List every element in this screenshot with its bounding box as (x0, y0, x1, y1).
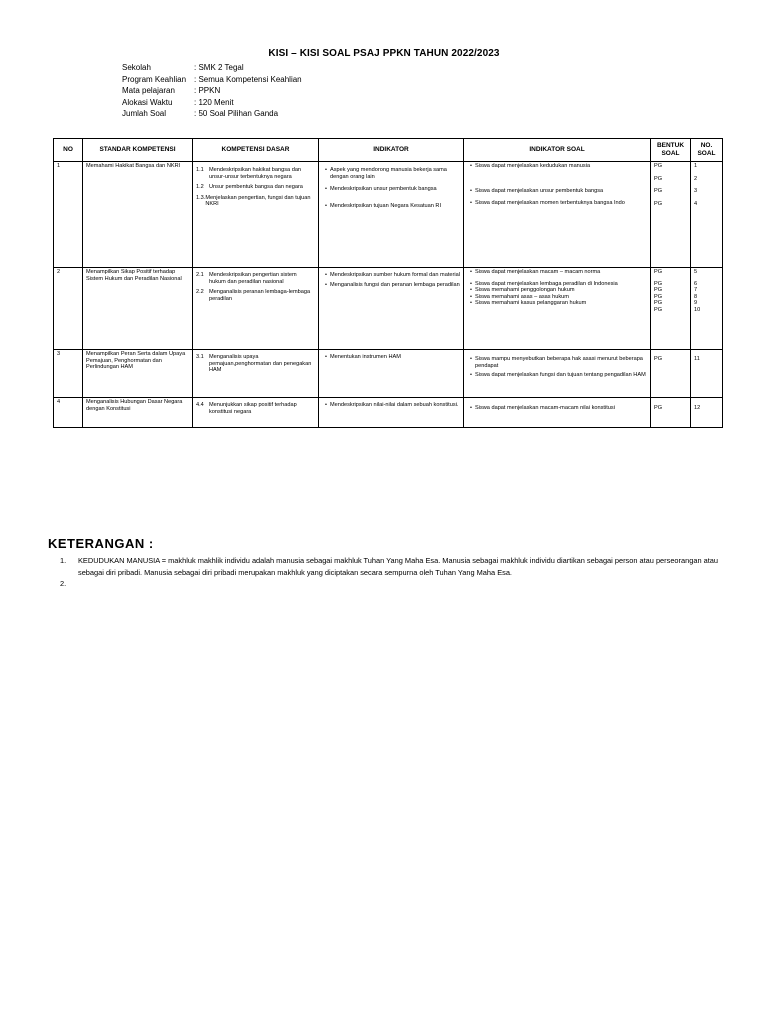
indikator-soal-item: • Siswa dapat menjelaskan kedudukan manusia (470, 163, 591, 169)
indikator-item: • Menentukan instrumen HAM (325, 354, 401, 360)
document-title: KISI – KISI SOAL PSAJ PPKN TAHUN 2022/2023 (268, 48, 500, 59)
indikator-soal-item: • Siswa dapat menjelaskan lembaga peradilan di Indonesia (470, 280, 618, 287)
nomor-soal: 4 (694, 200, 698, 207)
table-row (54, 162, 723, 268)
indikator-soal-item: • Siswa memahami kasus pelanggaran hukum (470, 300, 587, 307)
info-value: : 50 Soal Pilihan Ganda (194, 109, 279, 118)
info-key: Sekolah (122, 63, 151, 72)
indikator-soal-item: • Siswa dapat menjelaskan macam – macam norma (470, 269, 601, 275)
nomor-soal: 1 (694, 163, 698, 169)
list-text: KEDUDUKAN MANUSIA = makhluk makhlik individu adalah manusia sebagai makhluk Tuhan Yang Maha Esa. Manusia sebagai makhluk individu diartikan sebagai person atau perseorangan atau sebagai diri pribadi. Manusia sebagai diri pribadi merupakan makhluk yang diciptakan secara sempurna oleh Tuhan Yang Maha Esa. (78, 556, 718, 577)
nomor-soal: 3 (694, 188, 698, 195)
kisi-kisi-table (53, 138, 723, 428)
header-standar-kompetensi: STANDAR KOMPETENSI (83, 139, 193, 162)
nomor-soal: 11 (694, 356, 700, 362)
indikator-item: • Menganalisis fungsi dan peranan lembaga peradilan (325, 281, 460, 288)
nomor-soal: 9 (694, 300, 698, 307)
row-no: 3 (57, 351, 61, 357)
nomor-soal: 12 (694, 405, 701, 411)
kd-item: 3.1 Menganalisis upaya pemajuan,penghormatan dan penegakan HAM (196, 354, 312, 374)
indikator-soal-item: • Siswa memahami penggolongan hukum (470, 287, 575, 294)
header-indikator: INDIKATOR (319, 139, 464, 162)
bentuk-soal: PG (654, 188, 663, 195)
info-key: Alokasi Waktu (122, 97, 173, 107)
list-item (60, 578, 720, 590)
info-value: : PPKN (194, 86, 221, 95)
table-row (54, 350, 723, 398)
bentuk-soal: PG (654, 269, 663, 275)
row-no: 2 (57, 269, 61, 275)
info-key: Mata pelajaran (122, 86, 175, 95)
info-value: : 120 Menit (194, 97, 234, 107)
bentuk-soal: PG (654, 287, 663, 294)
list-text (78, 578, 720, 590)
header-no: NO (54, 139, 83, 162)
indikator-item: • Aspek yang mendorong manusia bekerja sama dengan orang lain (325, 167, 447, 180)
table-row (54, 268, 723, 350)
row-no: 1 (57, 163, 61, 169)
info-key: Program Keahlian (122, 74, 187, 84)
table-header-row (54, 139, 723, 162)
kd-item: 2.1 Mendeskripsikan pengertian sistem hukum dan peradilan nasional (196, 272, 297, 285)
bentuk-soal: PG (654, 163, 663, 169)
info-row (122, 85, 302, 97)
row-no: 4 (57, 399, 61, 405)
header-indikator-soal: INDIKATOR SOAL (464, 139, 651, 162)
kd-item: 1.1 Mendeskripsikan hakikat bangsa dan unsur-unsur terbentuknya negara (196, 167, 302, 180)
nomor-soal: 6 (694, 280, 698, 287)
bentuk-soal: PG (654, 280, 663, 287)
standar-kompetensi: Menampilkan Sikap Positif terhadap Sistem Hukum dan Peradilan Nasional (86, 269, 182, 282)
info-key: Jumlah Soal (122, 109, 167, 118)
standar-kompetensi: Menampilkan Peran Serta dalam Upaya Pemajuan, Penghormatan dan Perlindungan HAM (86, 351, 186, 371)
indikator-item: • Mendeskripsikan nilai-nilai dalam sebuah konstitusi. (325, 402, 459, 408)
kd-item: 1.2 Unsur pembentuk bangsa dan negara (196, 184, 303, 191)
nomor-soal: 5 (694, 269, 698, 275)
kd-item: 1.3. Menjelaskan pengertian, fungsi dan tujuan NKRI (196, 194, 311, 208)
info-row (122, 62, 302, 74)
info-value: : SMK 2 Tegal (194, 63, 244, 72)
table-row (54, 398, 723, 428)
nomor-soal: 10 (694, 306, 701, 313)
info-block (122, 62, 302, 120)
indikator-soal-item: • Siswa mampu menyebutkan beberapa hak asasi menurut beberapa pendapat (470, 356, 643, 369)
nomor-soal: 7 (694, 287, 698, 294)
info-row (122, 74, 302, 86)
bentuk-soal: PG (654, 405, 663, 411)
indikator-soal-item: • Siswa dapat menjelaskan unsur pembentuk bangsa (470, 187, 604, 194)
bentuk-soal: PG (654, 300, 663, 307)
bentuk-soal: PG (654, 175, 663, 182)
list-number: 1. (60, 556, 67, 565)
list-number: 2. (60, 579, 67, 589)
nomor-soal: 8 (694, 293, 698, 300)
kd-item: 4.4 Menunjukkan sikap positif terhadap konstitusi negara (196, 402, 297, 415)
indikator-item: • Mendeskripsikan unsur pembentuk bangsa (325, 186, 437, 193)
bentuk-soal: PG (654, 200, 663, 207)
keterangan-list (60, 555, 720, 590)
indikator-item: • Mendeskripsikan tujuan Negara Kesatuan RI (325, 202, 442, 209)
bentuk-soal: PG (654, 356, 663, 362)
indikator-item: • Mendeskripsikan sumber hukum formal dan material (325, 272, 460, 278)
info-value: : Semua Kompetensi Keahlian (194, 74, 302, 84)
header-no-soal: NO. SOAL (691, 139, 723, 162)
nomor-soal: 2 (694, 175, 698, 182)
header-bentuk-soal: BENTUK SOAL (651, 139, 691, 162)
kd-item: 2.2 Menganalisis peranan lembaga-lembaga peradilan (196, 289, 311, 302)
bentuk-soal: PG (654, 306, 663, 313)
indikator-soal-item: • Siswa dapat menjelaskan momen terbentuknya bangsa Indo (470, 200, 625, 207)
indikator-soal-item: • Siswa memahami asas – asas hukum (470, 293, 569, 300)
list-item (60, 555, 720, 578)
standar-kompetensi: Menganalisis Hubungan Dasar Negara dengan Konstitusi (86, 399, 183, 412)
info-row (122, 108, 302, 120)
keterangan-title: KETERANGAN : (48, 536, 154, 551)
standar-kompetensi: Memahami Hakikat Bangsa dan NKRI (86, 163, 181, 169)
indikator-soal-item: • Siswa dapat menjelaskan fungsi dan tujuan tentang pengadilan HAM (470, 372, 646, 379)
indikator-soal-item: • Siswa dapat menjelaskan macam-macam nilai konstitusi (470, 405, 615, 411)
bentuk-soal: PG (654, 293, 663, 300)
info-row (122, 97, 302, 109)
header-kompetensi-dasar: KOMPETENSI DASAR (193, 139, 319, 162)
